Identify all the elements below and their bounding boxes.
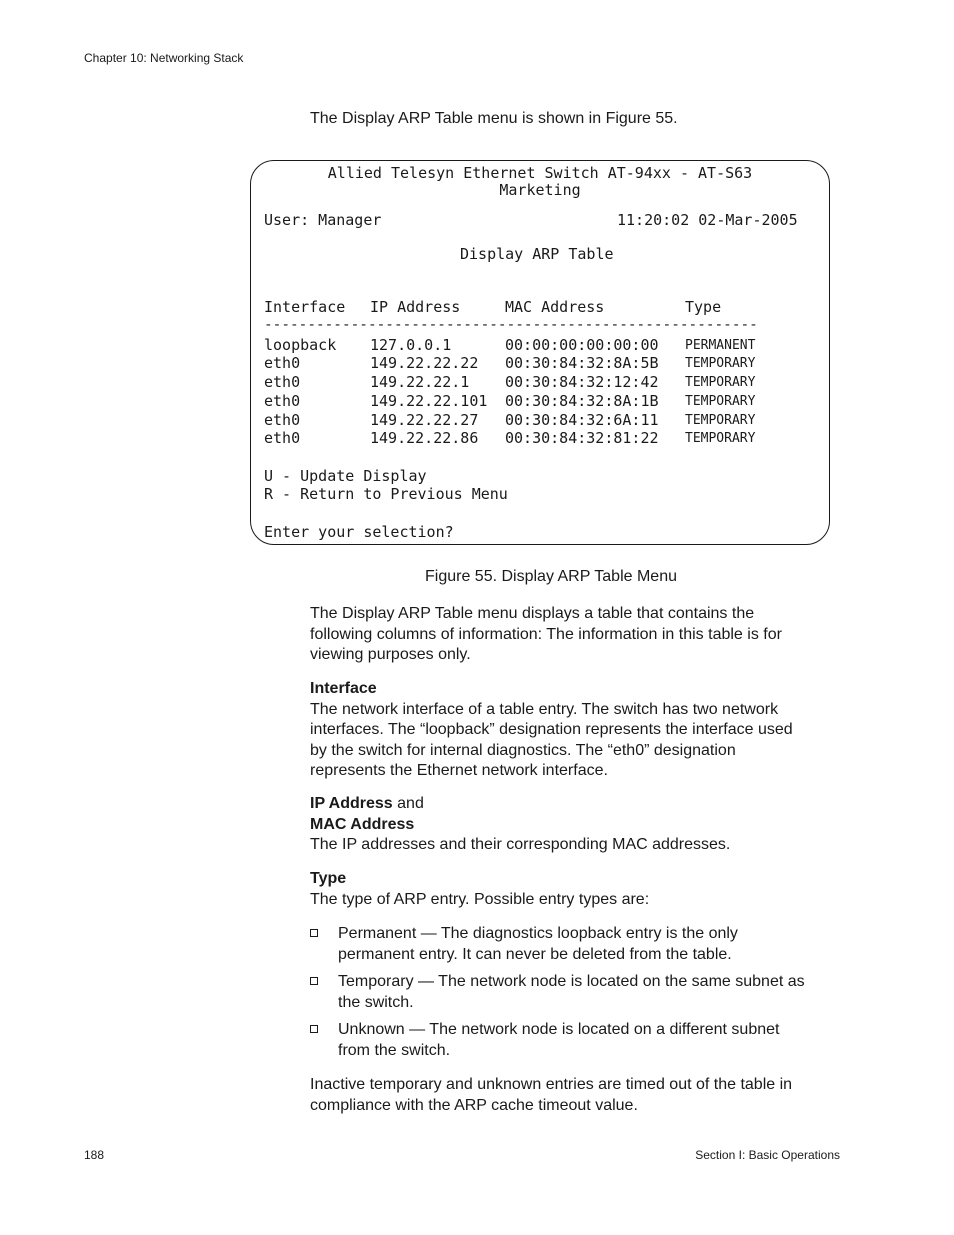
list-item: Unknown — The network node is located on a different subnet from the switch. bbox=[310, 1020, 840, 1062]
row-mac: 00:30:84:32:6A:11 bbox=[505, 411, 659, 429]
figure-caption: Figure 55. Display ARP Table Menu bbox=[425, 568, 677, 585]
description-paragraph: The Display ARP Table menu displays a table that contains the following columns of information: The information in this table is for viewing purposes only. bbox=[310, 605, 782, 663]
ip-mac-section: IP Address and MAC Address The IP addresses and their corresponding MAC addresses. bbox=[310, 794, 840, 856]
interface-section: Interface The network interface of a table entry. The switch has two network interfaces. The “loopback” designation represents the interface used by the switch for internal diagnostics. The “eth0” designation represents the Ethernet network interface. bbox=[310, 679, 840, 782]
terminal-prompt: Enter your selection? bbox=[264, 523, 454, 541]
row-ip: 127.0.0.1 bbox=[370, 336, 452, 354]
checkbox-bullet-icon bbox=[310, 977, 318, 985]
row-type: TEMPORARY bbox=[685, 394, 756, 409]
row-interface: loopback bbox=[264, 336, 337, 354]
row-ip: 149.22.22.1 bbox=[370, 373, 470, 391]
row-interface: eth0 bbox=[264, 354, 301, 372]
mac-address-heading: MAC Address bbox=[310, 815, 415, 833]
intro-text: The Display ARP Table menu is shown in Figure 55. bbox=[310, 110, 678, 127]
row-ip: 149.22.22.86 bbox=[370, 429, 479, 447]
row-type: TEMPORARY bbox=[685, 431, 756, 446]
row-interface: eth0 bbox=[264, 373, 301, 391]
list-item: Permanent — The diagnostics loopback entry is the only permanent entry. It can never be deleted from the table. bbox=[310, 924, 840, 966]
menu-option-update: U - Update Display bbox=[264, 467, 427, 485]
closing-paragraph: Inactive temporary and unknown entries are timed out of the table in compliance with the ARP cache timeout value. bbox=[310, 1076, 793, 1114]
type-heading: Type bbox=[310, 870, 347, 887]
interface-heading: Interface bbox=[310, 680, 377, 697]
row-ip: 149.22.22.22 bbox=[370, 354, 479, 372]
row-mac: 00:00:00:00:00:00 bbox=[505, 336, 659, 354]
running-footer: Section I: Basic Operations bbox=[695, 1148, 840, 1162]
row-mac: 00:30:84:32:8A:5B bbox=[505, 354, 659, 372]
terminal-datetime: 11:20:02 02-Mar-2005 bbox=[617, 211, 798, 229]
col-header-ip: IP Address bbox=[370, 298, 461, 316]
terminal-menu-title: Display ARP Table bbox=[460, 245, 614, 263]
checkbox-bullet-icon bbox=[310, 1025, 318, 1033]
row-mac: 00:30:84:32:8A:1B bbox=[505, 392, 659, 410]
col-header-interface: Interface bbox=[264, 298, 346, 316]
checkbox-bullet-icon bbox=[310, 929, 318, 937]
list-item: Temporary — The network node is located on the same subnet as the switch. bbox=[310, 972, 840, 1014]
row-type: TEMPORARY bbox=[685, 413, 756, 428]
menu-option-return: R - Return to Previous Menu bbox=[264, 485, 508, 503]
row-ip: 149.22.22.27 bbox=[370, 411, 479, 429]
running-header: Chapter 10: Networking Stack bbox=[84, 51, 244, 65]
type-section: Type The type of ARP entry. Possible entry types are: bbox=[310, 869, 840, 910]
row-interface: eth0 bbox=[264, 411, 301, 429]
row-mac: 00:30:84:32:12:42 bbox=[505, 373, 659, 391]
col-header-mac: MAC Address bbox=[505, 298, 605, 316]
table-separator: --------------------------------------------------------- bbox=[264, 317, 758, 333]
row-mac: 00:30:84:32:81:22 bbox=[505, 429, 659, 447]
row-type: PERMANENT bbox=[685, 338, 756, 353]
row-interface: eth0 bbox=[264, 429, 301, 447]
terminal-title: Allied Telesyn Ethernet Switch AT-94xx - AT-S63 bbox=[327, 164, 753, 182]
terminal-subtitle: Marketing bbox=[499, 181, 581, 199]
row-type: TEMPORARY bbox=[685, 375, 756, 390]
row-interface: eth0 bbox=[264, 392, 301, 410]
row-ip: 149.22.22.101 bbox=[370, 392, 488, 410]
col-header-type: Type bbox=[685, 298, 722, 316]
ip-address-heading: IP Address bbox=[310, 795, 393, 812]
page-number: 188 bbox=[84, 1148, 105, 1162]
terminal-user: User: Manager bbox=[264, 211, 382, 229]
row-type: TEMPORARY bbox=[685, 356, 756, 371]
